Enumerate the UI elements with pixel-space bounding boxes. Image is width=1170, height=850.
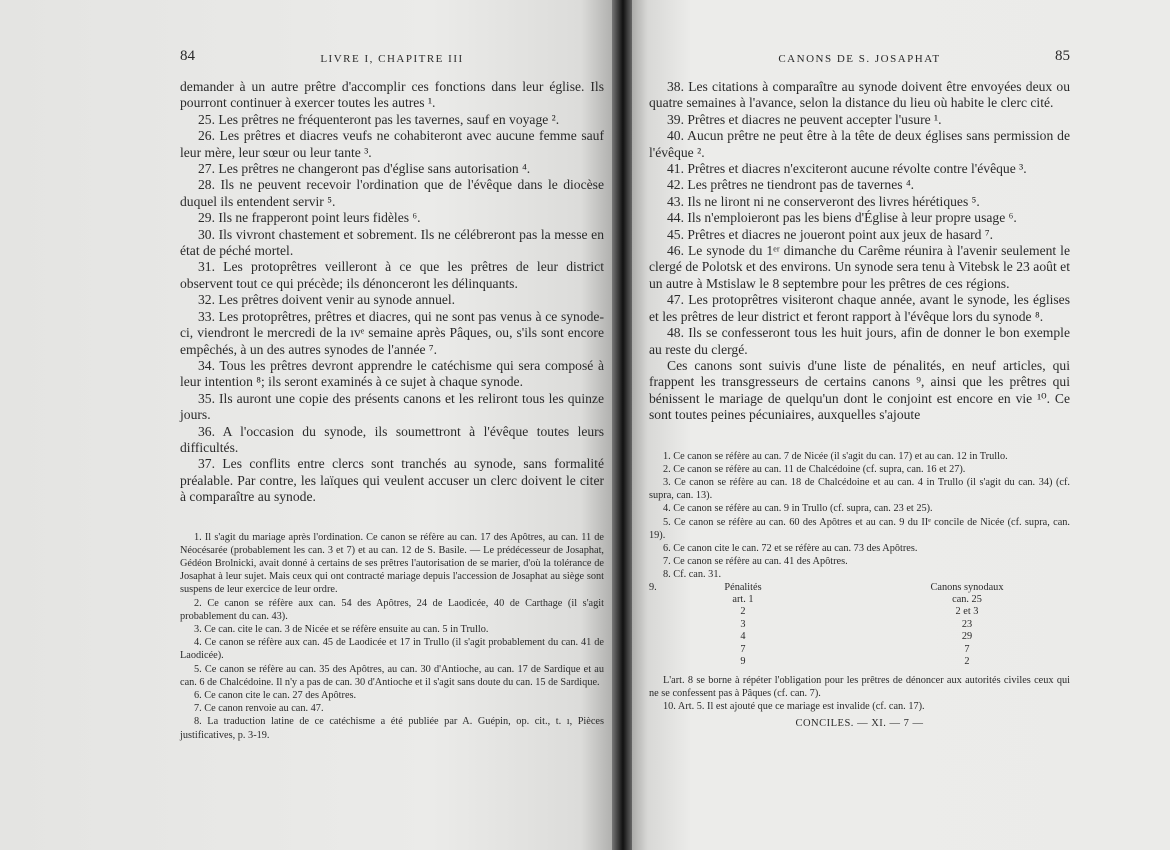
- footnote: 4. Ce canon se réfère au can. 9 in Trullo (cf. supra, can. 23 et 25).: [663, 503, 933, 515]
- right-running-title: CANONS DE S. JOSAPHAT: [778, 53, 941, 65]
- canons-column: [907, 582, 1027, 669]
- signature-text: — XI. — 7 —: [857, 718, 924, 730]
- penalties-table: [649, 582, 1070, 674]
- right-text-block: [649, 48, 1070, 730]
- left-paragraph: 26. Les prêtres et diacres veufs ne cohabiteront avec aucune femme sauf leur mère, leur sœur ou leur tante ³.: [180, 128, 604, 160]
- left-paragraph: demander à un autre prêtre d'accomplir ces fonctions dans leur église. Ils pourront continuer à exercer toutes les autres ¹.: [180, 79, 604, 111]
- penalty-cell: 2: [740, 606, 746, 618]
- left-body-text: [180, 79, 604, 506]
- canon-cell: 2 et 3: [955, 606, 979, 618]
- right-paragraph: 41. Prêtres et diacres n'exciteront aucune révolte contre l'évêque ³.: [667, 161, 1027, 177]
- right-paragraph: 38. Les citations à comparaître au synode doivent être envoyées deux ou quatre semaines à l'avance, selon la distance du lieu où habite le clerc cité.: [649, 79, 1070, 111]
- left-running-head: [180, 48, 604, 72]
- footnote: 5. Ce canon se réfère au can. 35 des Apôtres, au can. 30 d'Antioche, au can. 17 de Sardique et au can. 6 de Chalcédoine. Il n'y a pas de can. 30 d'Antioche et il s'agit sans doute du can. 15 de Sardique.: [180, 663, 604, 688]
- right-footnote-list: [649, 450, 1070, 582]
- left-paragraph: 33. Les protoprêtres, prêtres et diacres, qui ne sont pas venus à ce synode-ci, viendront le mercredi de la ıvᵉ semaine après Pâques, ou, s'ils sont encore empêchés, à un des autres synodes de l'année ⁷.: [180, 308, 604, 357]
- right-paragraph: 44. Ils n'emploieront pas les biens d'Église à leur propre usage ⁶.: [667, 210, 1017, 226]
- right-page-number: 85: [1055, 48, 1070, 64]
- signature-line: [649, 717, 1070, 730]
- penalties-header: Pénalités: [724, 581, 762, 593]
- right-paragraph: 43. Ils ne liront ni ne conserveront des livres hérétiques ⁵.: [667, 193, 980, 209]
- left-paragraph: 25. Les prêtres ne fréquenteront pas les tavernes, sauf en voyage ².: [198, 111, 560, 127]
- right-footnotes: [649, 450, 1070, 731]
- left-paragraph: 29. Ils ne frapperont point leurs fidèles ⁶.: [198, 210, 421, 226]
- left-paragraph: 30. Ils vivront chastement et sobrement. Ils ne célébreront pas la messe en état de péché mortel.: [180, 226, 604, 259]
- right-body-text: [649, 79, 1070, 424]
- footnote: 8. La traduction latine de ce catéchisme a été publiée par A. Guépin, op. cit., t. ı, Pièces justificatives, p. 3-19.: [180, 716, 604, 741]
- left-page-number: 84: [180, 48, 195, 64]
- footnote: 8. Cf. can. 31.: [663, 569, 722, 581]
- footnote: 1. Il s'agit du mariage après l'ordination. Ce canon se réfère au can. 17 des Apôtres, au can. 11 de Néocésarée (probablement les can. 3 et 7) et au can. 12 de S. Basile. — Le prédécesseur de Josaphat, Gédéon Brolnicki, avait donné à certains de ses prêtres l'autorisation de se marier, d'où la tolérance de Josaphat à leur sujet. Mais ceux qui ont contracté mariage depuis l'accession de Josaphat au siège sont suspens de leur exercice de leur ordre.: [180, 531, 604, 596]
- right-paragraph: 42. Les prêtres ne tiendront pas de tavernes ⁴.: [667, 177, 915, 193]
- right-paragraph: 46. Le synode du 1ᵉʳ dimanche du Carême réunira à l'avenir seulement le clergé de Polotsk et des environs. Un synode sera tenu à Vitebsk le 23 août et un autre à Mstislaw le 8 septembre pour les prêtres de ces régions.: [649, 243, 1070, 291]
- right-paragraph: 48. Ils se confesseront tous les huit jours, afin de donner le bon exemple au reste du clergé.: [649, 325, 1070, 357]
- book-gutter: [612, 0, 632, 850]
- after-table-notes: [649, 674, 1070, 714]
- canon-cell: 23: [961, 618, 973, 630]
- left-paragraph: 35. Ils auront une copie des présents canons et les reliront tous les quinze jours.: [180, 390, 604, 423]
- left-paragraph: 27. Les prêtres ne changeront pas d'église sans autorisation ⁴.: [198, 161, 531, 177]
- footnote: 6. Ce canon cite le can. 72 et se réfère au can. 73 des Apôtres.: [663, 542, 918, 554]
- penalty-cell: 3: [740, 618, 746, 630]
- footnote: 2. Ce canon se réfère au can. 11 de Chalcédoine (cf. supra, can. 16 et 27).: [663, 463, 966, 475]
- left-running-title: LIVRE I, CHAPITRE III: [320, 53, 464, 65]
- canon-cell: 2: [964, 656, 970, 667]
- footnote: 5. Ce canon se réfère au can. 60 des Apôtres et au can. 9 du IIᵉ concile de Nicée (cf. supra, can. 19).: [649, 516, 1070, 541]
- footnote: 2. Ce canon se réfère aux can. 54 des Apôtres, 24 de Laodicée, 40 de Carthage (il s'agit probablement du can. 43).: [180, 597, 604, 622]
- canons-header: Canons synodaux: [930, 581, 1004, 593]
- canon-cell: 29: [961, 631, 973, 643]
- footnote: L'art. 8 se borne à répéter l'obligation pour les prêtres de dénoncer aux autorités civiles ceux qui ne se confessent pas à Pâques (cf. can. 7).: [649, 674, 1070, 699]
- left-paragraph: 32. Les prêtres doivent venir au synode annuel.: [198, 292, 456, 308]
- footnote: 7. Ce canon renvoie au can. 47.: [194, 703, 324, 715]
- left-paragraph: 28. Ils ne peuvent recevoir l'ordination que de l'évêque dans le diocèse duquel ils entendent servir ⁵.: [180, 177, 604, 209]
- footnote: 3. Ce canon se réfère au can. 18 de Chalcédoine et au can. 4 in Trullo (il s'agit du can. 34) (cf. supra, can. 13).: [649, 476, 1070, 502]
- footnote: 6. Ce canon cite le can. 27 des Apôtres.: [194, 690, 357, 701]
- penalties-column: [703, 582, 783, 669]
- penalty-cell: 9: [740, 656, 746, 667]
- canon-cell: 7: [964, 643, 970, 655]
- right-paragraph: 39. Prêtres et diacres ne peuvent accepter l'usure ¹.: [667, 111, 942, 127]
- footnote: 4. Ce canon se réfère aux can. 45 de Laodicée et 17 in Trullo (il s'agit probablement du can. 41 de Laodicée).: [180, 637, 604, 662]
- left-paragraph: 31. Les protoprêtres veilleront à ce que les prêtres de leur district observent tout ce qui précède; ils dénonceront les délinquants.: [180, 259, 604, 291]
- penalty-cell: art. 1: [732, 593, 754, 605]
- penalty-cell: 4: [740, 631, 746, 643]
- penalty-cell: 7: [740, 643, 746, 655]
- left-paragraph: 36. A l'occasion du synode, ils soumettront à l'évêque toutes leurs difficultés.: [180, 423, 604, 455]
- right-paragraph: Ces canons sont suivis d'une liste de pénalités, en neuf articles, qui frappent les transgresseurs de certains canons ⁹, ainsi que les prêtres qui bénissent le mariage de quelqu'un dont le conjoint est encore en vie ¹⁰. Ce sont toutes peines pécuniaires, auxquelles s'ajoute: [649, 357, 1070, 423]
- right-paragraph: 40. Aucun prêtre ne peut être à la tête de deux églises sans permission de l'évêque ².: [649, 128, 1070, 160]
- left-footnotes: [180, 531, 604, 742]
- footnote: 7. Ce canon se réfère au can. 41 des Apôtres.: [663, 556, 848, 568]
- right-paragraph: 45. Prêtres et diacres ne joueront point aux jeux de hasard ⁷.: [667, 226, 993, 242]
- footnote: 1. Ce canon se réfère au can. 7 de Nicée (il s'agit du can. 17) et au can. 12 in Trullo.: [663, 450, 1008, 462]
- right-running-head: [649, 48, 1070, 72]
- left-paragraph: 34. Tous les prêtres devront apprendre le catéchisme qui sera composé à leur intention ⁸; ils seront examinés à ce sujet à chaque synode.: [180, 357, 604, 390]
- left-text-block: [180, 48, 604, 742]
- left-paragraph: 37. Les conflits entre clercs sont tranchés au synode, sans formalité préalable. Par contre, les laïques qui veulent accuser un clerc doivent le citer à comparaître au synode.: [180, 456, 604, 505]
- footnote: 10. Art. 5. Il est ajouté que ce mariage est invalide (cf. can. 17).: [663, 700, 925, 712]
- footnote: 3. Ce can. cite le can. 3 de Nicée et se réfère ensuite au can. 5 in Trullo.: [194, 623, 489, 635]
- right-paragraph: 47. Les protoprêtres visiteront chaque année, avant le synode, les églises et les prêtres de leur district et feront rapport à l'évêque lors du synode ⁸.: [649, 292, 1070, 324]
- signature-label: CONCILES.: [795, 718, 854, 730]
- canon-cell: can. 25: [952, 593, 982, 605]
- table-note-index: 9.: [649, 581, 657, 593]
